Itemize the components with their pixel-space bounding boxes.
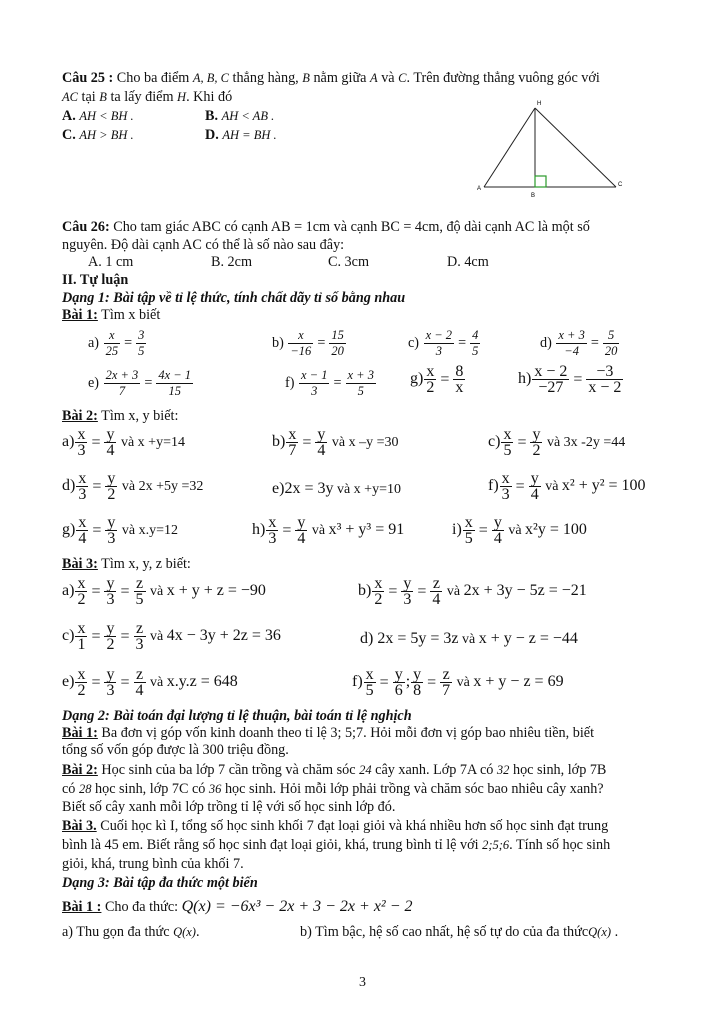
page-number: 3	[359, 975, 366, 990]
dang3-bai1: Bài 1 : Cho đa thức: Q(x) = −6x³ − 2x + 3 − 2x + x² − 2	[62, 898, 413, 915]
label-h: H	[537, 101, 542, 107]
bai1-a: a) $\frac{x}{25}$ = $\frac{3}{5}$	[88, 328, 145, 358]
bai2-a: a) $\frac{x}{3}$ = $\frac{y}{4}$ và x +y=14	[62, 426, 185, 459]
bai2-c: c) $\frac{x}{5}$ = $\frac{y}{2}$ và 3x -2y =44	[488, 426, 626, 459]
bai1-c: c) $\frac{x - 2}{3}$ = $\frac{4}{5}$	[408, 328, 479, 358]
bai3-b: b) $\frac{x}{2}$ = $\frac{y}{3}$ = $\frac{z}{4}$ và 2x + 3y − 5z = −21	[358, 575, 587, 608]
label-a: A	[477, 186, 482, 192]
q26-line1: Câu 26: Cho tam giác ABC có cạnh AB = 1cm và cạnh BC = 4cm, độ dài cạnh AC là một số	[62, 219, 590, 235]
dang2-bai1-line2: tổng số vốn góp được là 300 triệu đồng.	[62, 742, 289, 758]
bai3-d: d) 2x = 5y = 3z và x + y − z = −44	[360, 630, 578, 647]
q25-option-c: C. AH > BH .	[62, 127, 134, 143]
dang2-bai3-line2: bình là 45 em. Biết rằng số học sinh đạt loại giỏi, khá, trung bình tỉ lệ với 2;5;6. Tính số học sinh	[62, 837, 611, 853]
dang2-heading: Dạng 2: Bài toán đại lượng tỉ lệ thuận, bài toán tỉ lệ nghịch	[62, 708, 412, 724]
right-angle-mark	[535, 176, 546, 187]
bai1-heading: Bài 1: Tìm x biết	[62, 307, 161, 323]
bai2-g: g) $\frac{x}{4}$ = $\frac{y}{3}$ và x.y=12	[62, 514, 178, 547]
bai3-a: a) $\frac{x}{2}$ = $\frac{y}{3}$ = $\frac{z}{5}$ và x + y + z = −90	[62, 575, 266, 608]
bai2-d: d) $\frac{x}{3}$ = $\frac{y}{2}$ và 2x +5y =32	[62, 470, 204, 503]
q26-line2: nguyên. Độ dài cạnh AC có thể là số nào sau đây:	[62, 237, 345, 253]
section-title: II. Tự luận	[62, 272, 129, 288]
segment-hc	[535, 108, 616, 187]
bai3-c: c) $\frac{x}{1}$ = $\frac{y}{2}$ = $\frac{z}{3}$ và 4x − 3y + 2z = 36	[62, 620, 281, 653]
bai1-d: d) $\frac{x + 3}{-4}$ = $\frac{5}{20}$	[540, 328, 618, 358]
q25-option-a: A. AH < BH .	[62, 108, 134, 124]
dang3-part-b: b) Tìm bậc, hệ số cao nhất, hệ số tự do của đa thứcQ(x) .	[300, 924, 619, 940]
dang2-bai2-line2: có 28 học sinh, lớp 7C có 36 học sinh. Hỏi mỗi lớp phải trồng và chăm sóc bao nhiêu cây xanh?	[62, 781, 604, 797]
bai2-e: e)2x = 3y và x +y=10	[272, 480, 401, 497]
dang3-heading: Dạng 3: Bài tập đa thức một biến	[62, 875, 258, 891]
q26-option-d: D. 4cm	[447, 254, 489, 270]
segment-ah	[484, 108, 535, 187]
dang2-bai3-line1: Bài 3. Cuối học kì I, tổng số học sinh khối 7 đạt loại giỏi và khá nhiều hơn số học sinh đạt trung	[62, 818, 609, 834]
bai1-e: e) $\frac{2x + 3}{7}$ = $\frac{4x - 1}{15}$	[88, 368, 192, 398]
bai2-i: i) $\frac{x}{5}$ = $\frac{y}{4}$ và x²y = 100	[452, 514, 587, 547]
dang1-heading: Dạng 1: Bài tập về tỉ lệ thức, tính chất dãy tỉ số bằng nhau	[62, 290, 406, 306]
q25-option-b: B. AH < AB .	[205, 108, 275, 124]
q26-option-c: C. 3cm	[328, 254, 369, 270]
dang3-part-a: a) Thu gọn đa thức Q(x).	[62, 924, 200, 940]
label-c: C	[618, 182, 623, 188]
bai1-f: f) $\frac{x - 1}{3}$ = $\frac{x + 3}{5}$	[285, 368, 374, 398]
bai3-e: e) $\frac{x}{2}$ = $\frac{y}{3}$ = $\frac{z}{4}$ và x.y.z = 648	[62, 666, 238, 699]
q26-option-b: B. 2cm	[211, 254, 252, 270]
bai3-heading: Bài 3: Tìm x, y, z biết:	[62, 556, 191, 572]
bai1-h: h) $\frac{x - 2}{-27}$ = $\frac{-3}{x - 2}$	[518, 363, 622, 396]
q25-line1: Câu 25 : Cho ba điểm A, B, C thẳng hàng, B nằm giữa A và C. Trên đường thẳng vuông góc với	[62, 70, 600, 86]
q25-line2: AC tại B ta lấy điểm H. Khi đó	[62, 89, 233, 105]
bai1-b: b) $\frac{x}{-16}$ = $\frac{15}{20}$	[272, 328, 344, 358]
triangle-figure	[478, 96, 638, 206]
bai2-b: b) $\frac{x}{7}$ = $\frac{y}{4}$ và x –y =30	[272, 426, 399, 459]
dang2-bai3-line3: giỏi, khá, trung bình của khối 7.	[62, 856, 244, 872]
dang2-bai2-line1: Bài 2: Học sinh của ba lớp 7 cần trồng và chăm sóc 24 cây xanh. Lớp 7A có 32 học sinh, lớp 7B	[62, 762, 607, 778]
bai2-f: f) $\frac{x}{3}$ = $\frac{y}{4}$ và x² + y² = 100	[488, 470, 646, 503]
bai3-f: f) $\frac{x}{5}$ = $\frac{y}{6}$ ; $\frac{y}{8}$ = $\frac{z}{7}$ và x + y − z = 69	[352, 666, 564, 699]
bai2-heading: Bài 2: Tìm x, y biết:	[62, 408, 179, 424]
q25-option-d: D. AH = BH .	[205, 127, 277, 143]
bai2-h: h) $\frac{x}{3}$ = $\frac{y}{4}$ và x³ + y³ = 91	[252, 514, 405, 547]
dang2-bai2-line3: Biết số cây xanh mỗi lớp trồng tỉ lệ với số học sinh lớp đó.	[62, 799, 396, 815]
q26-option-a: A. 1 cm	[88, 254, 134, 270]
dang2-bai1-line1: Bài 1: Ba đơn vị góp vốn kinh doanh theo tỉ lệ 3; 5;7. Hỏi mỗi đơn vị góp bao nhiêu tiền, biết	[62, 725, 595, 741]
bai1-g: g) $\frac{x}{2}$ = $\frac{8}{x}$	[410, 363, 464, 396]
label-b: B	[531, 193, 536, 199]
